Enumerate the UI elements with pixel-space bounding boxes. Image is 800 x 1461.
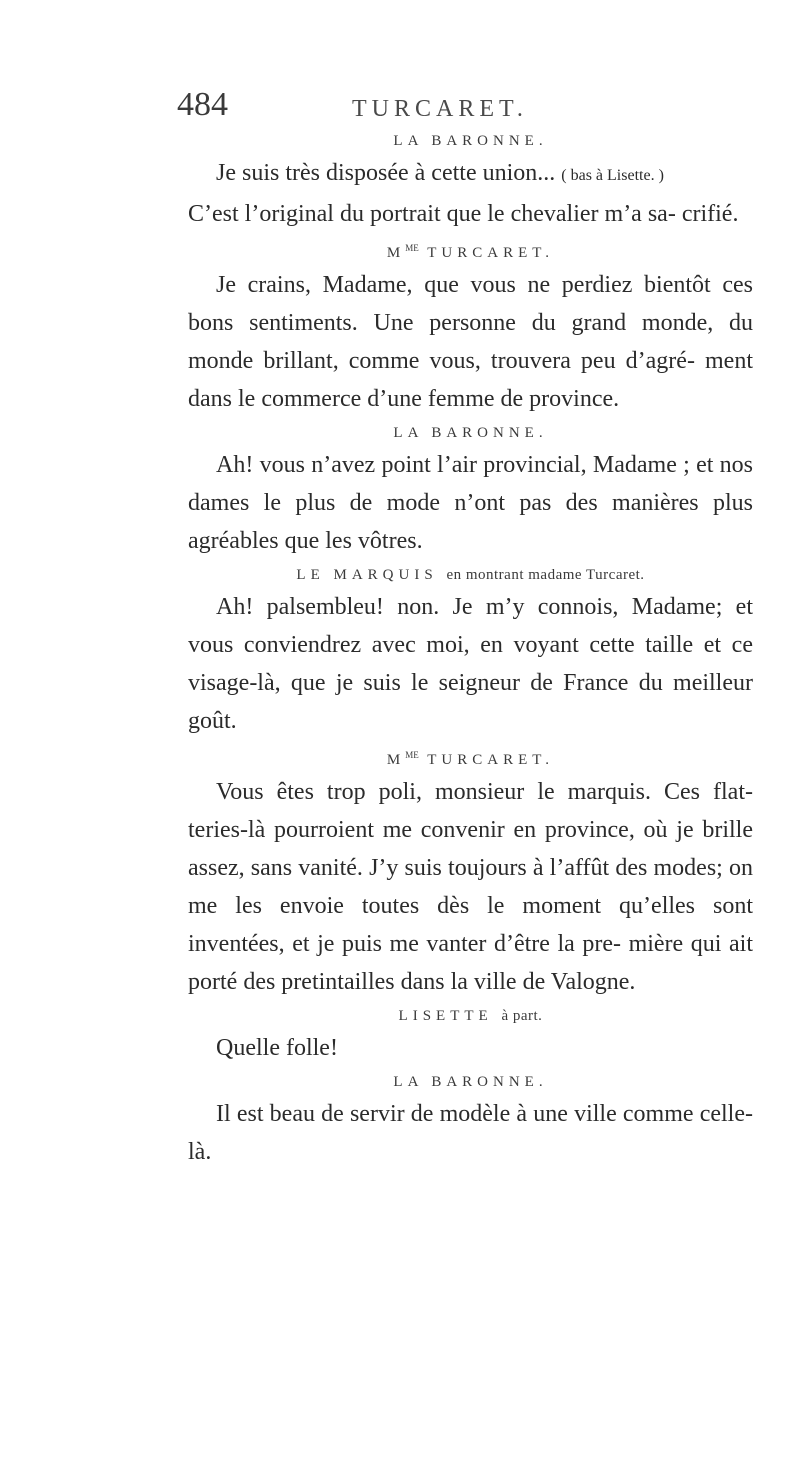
speaker-title: M (386, 245, 406, 261)
running-title: TURCARET. (352, 96, 528, 122)
speaker-name: LISETTE (398, 1008, 493, 1024)
speaker-heading: LA BARONNE. (393, 1074, 548, 1090)
speech: Vous êtes trop poli, monsieur le marquis. Ces flat- teries-là pourroient me convenir en province, où je brille assez, sans vanité. J’y suis toujours à l’affût des modes; on me les envoie toutes dès le moment qu’elles sont inventées, et je puis me vanter d’être la pre- mière qui ait porté des pretintailles dans la ville de Valogne. (188, 779, 753, 995)
stage-direction: ( bas à Lisette. ) (561, 167, 664, 184)
speech-line: Je suis très disposée à cette union... (216, 160, 562, 186)
speech: Ah! palsembleu! non. Je m’y connois, Madame; et vous conviendrez avec moi, en voyant cette taille et ce visage-là, que je suis le seigneur de France du meilleur goût. (188, 594, 753, 734)
speaker-name: TURCARET. (427, 752, 555, 768)
speaker-name: TURCARET. (427, 245, 555, 261)
page-number: 484 (177, 86, 228, 123)
speaker-title-sup: ME (405, 750, 419, 760)
speaker-heading: LA BARONNE. (393, 425, 548, 441)
play-text (188, 128, 753, 1171)
speaker-heading (188, 235, 753, 266)
speaker-name: LE MARQUIS (296, 567, 438, 583)
speaker-title: M (386, 752, 406, 768)
speaker-heading: LA BARONNE. (393, 133, 548, 149)
speech-line: C’est l’original du portrait que le chevalier m’a sa- crifié. (188, 201, 739, 227)
speech: Ah! vous n’avez point l’air provincial, Madame ; et nos dames le plus de mode n’ont pas des manières plus agréables que les vôtres. (188, 452, 753, 554)
speech: Quelle folle! (216, 1035, 338, 1061)
stage-direction: à part. (501, 1008, 543, 1024)
page-header (0, 86, 800, 126)
speaker-heading (188, 1003, 753, 1029)
speech: Il est beau de servir de modèle à une ville comme celle-là. (188, 1101, 753, 1165)
speech (188, 154, 753, 195)
speaker-heading (188, 562, 753, 588)
stage-direction: en montrant madame Turcaret. (446, 567, 645, 583)
speaker-title-sup: ME (405, 243, 419, 253)
speech: Je crains, Madame, que vous ne perdiez bientôt ces bons sentiments. Une personne du grand monde, du monde brillant, comme vous, trouvera peu d’agré- ment dans le commerce d’une femme de province. (188, 272, 753, 412)
speaker-heading (188, 742, 753, 773)
